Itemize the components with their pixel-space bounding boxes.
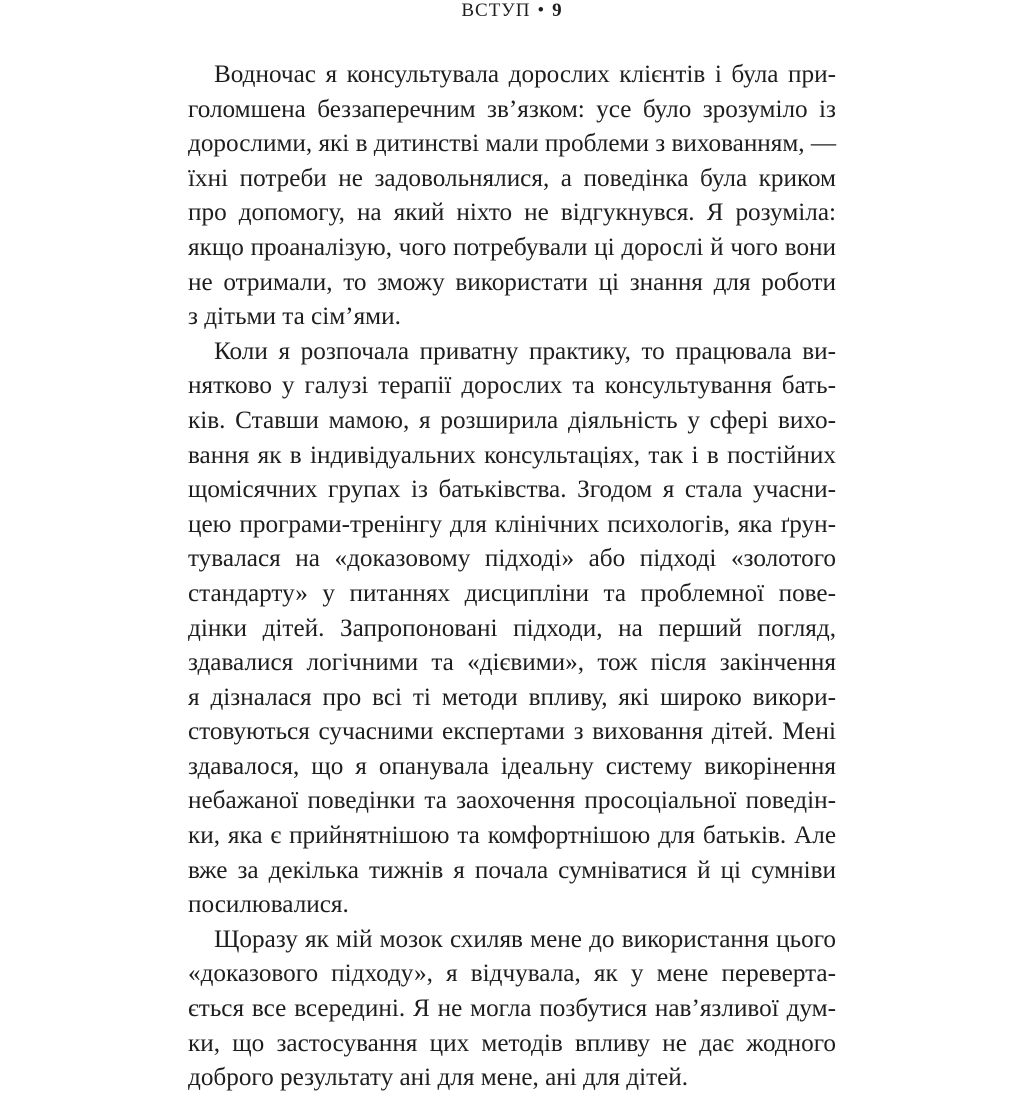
text-line: з дітьми та сім’ями. bbox=[188, 303, 401, 331]
running-head-bullet: • bbox=[537, 0, 546, 21]
text-line: вже за декілька тижнів я почала сумніватися й ці сумніви bbox=[188, 856, 836, 884]
text-line: вання як в індивідуальних консультаціях, так і в постійних bbox=[188, 441, 836, 469]
text-line: ків. Ставши мамою, я розширила діяльність у сфері вихо- bbox=[188, 406, 836, 434]
text-line: ки, що застосування цих методів впливу не дає жодного bbox=[188, 1029, 836, 1057]
text-line: голомшена беззаперечним зв’язком: усе було зрозуміло із bbox=[188, 95, 836, 123]
text-line: здавалося, що я опанувала ідеальну систему викорінення bbox=[188, 752, 836, 780]
page-number: 9 bbox=[552, 0, 563, 21]
text-line: ки, яка є прийнятнішою та комфортнішою для батьків. Але bbox=[188, 822, 836, 850]
text-line: здавалися логічними та «дієвими», тож після закінчення bbox=[188, 649, 836, 677]
text-line: якщо проаналізую, чого потребували ці дорослі й чого вони bbox=[188, 233, 836, 261]
text-line: «доказового підходу», я відчувала, як у мене переверта- bbox=[188, 960, 836, 988]
text-line: дорослими, які в дитинстві мали проблеми з вихованням, — bbox=[188, 130, 837, 158]
text-line: посилювалися. bbox=[188, 891, 349, 919]
text-line: не отримали, то зможу використати ці знання для роботи bbox=[188, 268, 836, 296]
text-line: нятково у галузі терапії дорослих та консультування бать- bbox=[188, 372, 836, 400]
text-line: доброго результату ані для мене, ані для дітей. bbox=[188, 1064, 689, 1092]
text-line: Щоразу як мій мозок схиляв мене до використання цього bbox=[214, 925, 836, 953]
text-line: стандарту» у питаннях дисципліни та проблемної пове- bbox=[188, 579, 836, 607]
text-line: дінки дітей. Запропоновані підходи, на перший погляд, bbox=[188, 614, 836, 642]
text-line: небажаної поведінки та заохочення просоціальної поведін- bbox=[188, 787, 836, 815]
text-line: тувалася на «доказовому підході» або підході «золотого bbox=[188, 545, 836, 573]
text-line: цею програми-тренінгу для клінічних психологів, яка ґрун- bbox=[188, 510, 836, 538]
running-head-section: ВСТУП bbox=[461, 0, 531, 21]
body-text bbox=[188, 58, 836, 1096]
text-line: стовуються сучасними експертами з виховання дітей. Мені bbox=[188, 718, 836, 746]
running-head bbox=[0, 0, 1024, 22]
text-line: їхні потреби не задовольнялися, а поведінка була криком bbox=[188, 164, 836, 192]
text-line: щомісячних групах із батьківства. Згодом я стала учасни- bbox=[188, 476, 836, 504]
text-line: ється все всередині. Я не могла позбутися нав’язливої дум- bbox=[188, 995, 836, 1023]
text-line: Водночас я консультувала дорослих клієнтів і була при- bbox=[214, 61, 836, 88]
text-line: про допомогу, на який ніхто не відгукнувся. Я розуміла: bbox=[188, 199, 836, 227]
text-line: Коли я розпочала приватну практику, то працювала ви- bbox=[214, 337, 836, 365]
text-line: я дізналася про всі ті методи впливу, які широко викори- bbox=[188, 683, 836, 711]
